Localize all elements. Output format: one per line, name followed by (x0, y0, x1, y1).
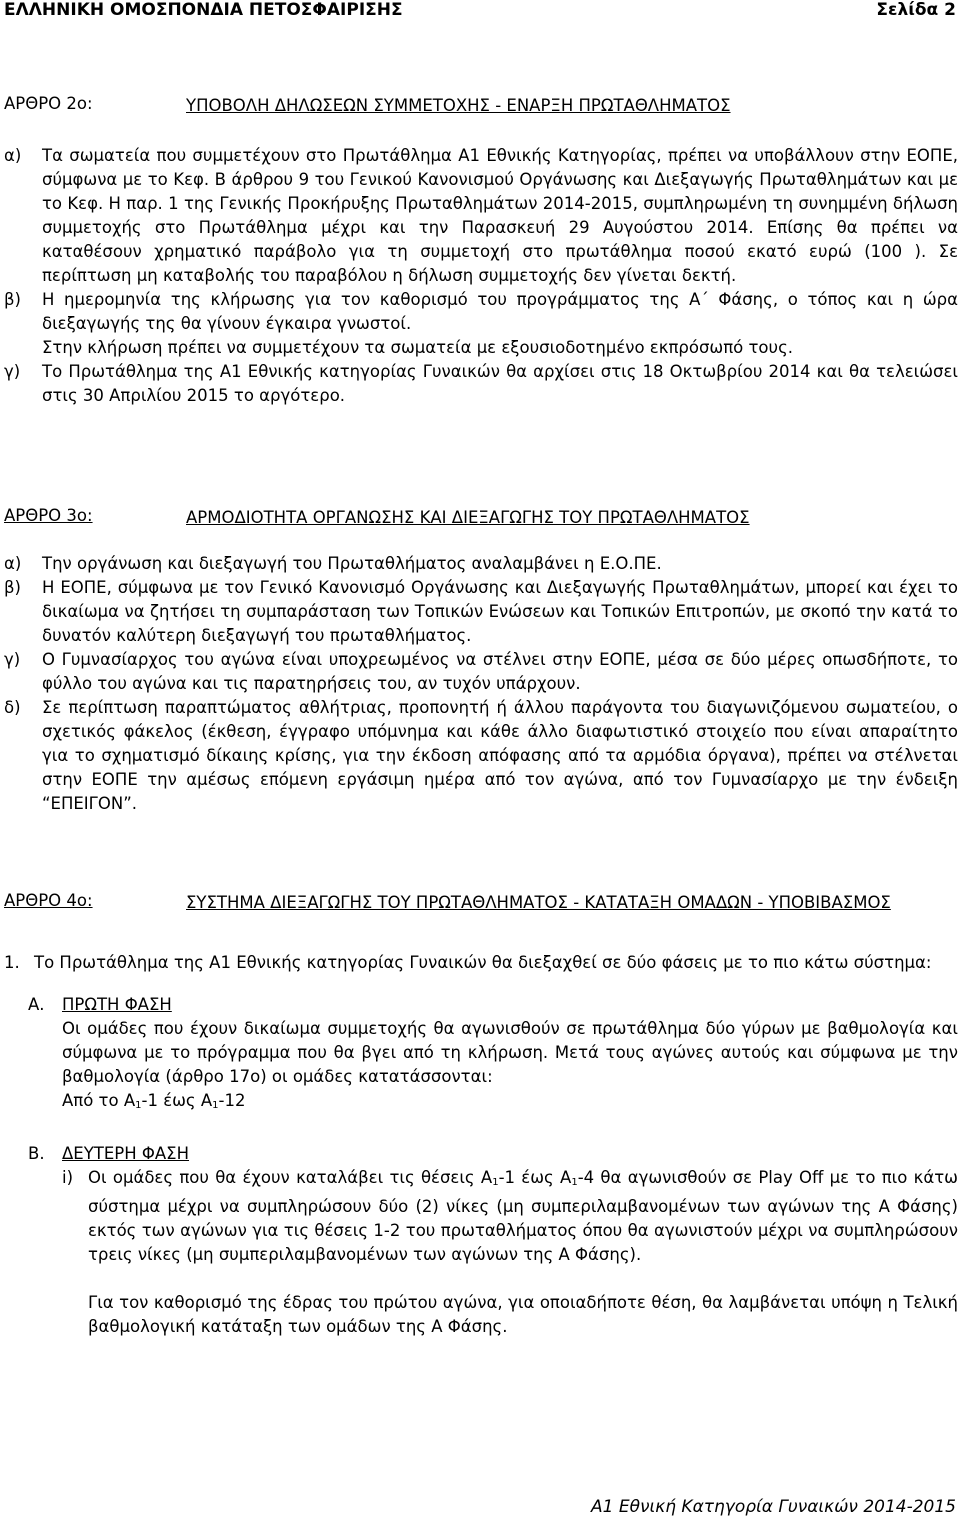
item-label: i) (62, 1168, 74, 1187)
phase-title: ΠΡΩΤΗ ΦΑΣΗ (62, 995, 172, 1014)
item-text: Η ΕΟΠΕ, σύμφωνα με τον Γενικό Κανονισμό Οργάνωσης και Διεξαγωγής Πρωταθλημάτων, μπορεί και έχει το δικαίωμα να ζητήσει τη συμπαράσταση των Τοπικών Ενώσεων και Τοπικών Επιτροπών, με σκοπό την κατά το δυνατόν καλύτερη διεξαγωγή του πρωταθλήματος. (42, 578, 958, 645)
phase-label: Β. (28, 1144, 45, 1163)
article-2 (4, 94, 958, 408)
article-3-title: ΑΡΜΟΔΙΟΤΗΤΑ ΟΡΓΑΝΩΣΗΣ ΚΑΙ ΔΙΕΞΑΓΩΓΗΣ ΤΟΥ ΠΡΩΤΑΘΛΗΜΑΤΟΣ (186, 508, 750, 527)
item-text: Τα σωματεία που συμμετέχουν στο Πρωτάθλημα Α1 Εθνικής Κατηγορίας, πρέπει να υποβάλλουν στην ΕΟΠΕ, σύμφωνα με το Κεφ. Β άρθρου 9 του Γενικού Κανονισμού Οργάνωσης και Διεξαγωγής Πρωταθλημάτων και με το Κεφ. Η παρ. 1 της Γενικής Προκήρυξης Πρωταθλημάτων 2014-2015, συμπληρωμένη τη συνημμένη δήλωση συμμετοχής στο Πρωτάθλημα μέχρι και την Παρασκευή 29 Αυγούστου 2014. Επίσης θα πρέπει να καταθέσουν χρηματικό παράβολο για τη συμμετοχή στο πρωτάθλημα ποσού εκατό ευρώ (100 ). Σε περίπτωση μη καταβολής του παραβόλου η δήλωση συμμετοχής δεν γίνεται δεκτή. (42, 146, 958, 285)
item-label: α) (4, 146, 22, 165)
document-page (4, 0, 958, 1524)
item-label: 1. (4, 953, 20, 972)
article-3-item-a (4, 552, 958, 576)
item-text: Το Πρωτάθλημα της Α1 Εθνικής κατηγορίας Γυναικών θα διεξαχθεί σε δύο φάσεις με το πιο κάτω σύστημα: (34, 953, 932, 972)
item-label: β) (4, 290, 21, 309)
article-3-heading (4, 506, 958, 530)
item-text-part: -1 έως Α (498, 1168, 572, 1187)
article-2-item-b-note: Στην κλήρωση πρέπει να συμμετέχουν τα σωματεία με εξουσιοδοτημένο εκπρόσωπό τους. (42, 338, 793, 357)
article-4 (4, 891, 958, 1339)
article-2-item-a (4, 144, 958, 288)
article-4-heading (4, 891, 958, 939)
item-text: Το Πρωτάθλημα της Α1 Εθνικής κατηγορίας Γυναικών θα αρχίσει στις 18 Οκτωβρίου 2014 και θα τελειώσει στις 30 Απριλίου 2015 το αργότερο. (42, 362, 958, 405)
article-3-item-b (4, 576, 958, 648)
page-header (4, 0, 956, 22)
article-2-heading (4, 94, 958, 118)
range-text: Από το Α (62, 1091, 136, 1110)
item-label: β) (4, 578, 21, 597)
phase-b-item-i-note: Για τον καθορισμό της έδρας του πρώτου αγώνα, για οποιαδήποτε θέση, θα λαμβάνεται υπόψη η Τελική βαθμολογική κατάταξη των ομάδων της Α Φάσης. (88, 1293, 958, 1336)
phase-a-heading (4, 993, 958, 1017)
subscript: 1 (212, 1100, 219, 1111)
item-text (88, 1166, 958, 1267)
subscript: 1 (492, 1177, 499, 1188)
item-label: δ) (4, 698, 21, 717)
article-2-item-c (4, 360, 958, 408)
phase-title: ΔΕΥΤΕΡΗ ΦΑΣΗ (62, 1144, 190, 1163)
subscript: 1 (571, 1177, 578, 1188)
item-text: Ο Γυμνασίαρχος του αγώνα είναι υποχρεωμένος να στέλνει στην ΕΟΠΕ, μέσα σε δύο μέρες οπωσδήποτε, το φύλλο του αγώνα και τις παρατηρήσεις του, αν τυχόν υπάρχουν. (42, 650, 958, 693)
page-number: Σελίδα 2 (876, 0, 956, 20)
subscript: 1 (135, 1100, 142, 1111)
item-label: γ) (4, 362, 21, 381)
article-3-number: ΑΡΘΡΟ 3ο: (4, 506, 93, 525)
article-3-item-c (4, 648, 958, 696)
item-text-part: Οι ομάδες που θα έχουν καταλάβει τις θέσεις Α (88, 1168, 493, 1187)
page-footer: Α1 Εθνική Κατηγορία Γυναικών 2014-2015 (591, 1497, 956, 1517)
item-label: α) (4, 554, 22, 573)
article-2-item-b (4, 288, 958, 336)
article-2-title: ΥΠΟΒΟΛΗ ΔΗΛΩΣΕΩΝ ΣΥΜΜΕΤΟΧΗΣ - ΕΝΑΡΞΗ ΠΡΩΤΑΘΛΗΜΑΤΟΣ (186, 96, 731, 115)
phase-b-heading (4, 1142, 958, 1166)
phase-a-text: Οι ομάδες που έχουν δικαίωμα συμμετοχής θα αγωνισθούν σε πρωτάθλημα δύο γύρων με βαθμολογία και σύμφωνα με το πρόγραμμα που θα βγει από τη κλήρωση. Μετά τους αγώνες αυτούς και σύμφωνα με την βαθμολογία (άρθρο 17ο) οι ομάδες κατατάσσονται: (62, 1019, 958, 1086)
article-4-title: ΣΥΣΤΗΜΑ ΔΙΕΞΑΓΩΓΗΣ ΤΟΥ ΠΡΩΤΑΘΛΗΜΑΤΟΣ - ΚΑΤΑΤΑΞΗ ΟΜΑΔΩΝ - ΥΠΟΒΙΒΑΣΜΟΣ (186, 893, 891, 912)
article-3 (4, 506, 958, 816)
item-text: Σε περίπτωση παραπτώματος αθλήτριας, προπονητή ή άλλου παράγοντα του διαγωνιζόμενου σωματείου, ο σχετικός φάκελος (έκθεση, έγγραφο υπόμνημα και κάθε άλλο διαφωτιστικό στοιχείο που είναι απαραίτητο για το σχηματισμό δίκαιης κρίσης, για την έκδοση απόφασης από τα αρμόδια όργανα), πρέπει να στέλνεται στην ΕΟΠΕ την αμέσως επόμενη εργάσιμη ημέρα από τον αγώνα, από τον Γυμνασίαρχο με την ένδειξη “ΕΠΕΙΓΟΝ”. (42, 698, 958, 813)
range-text: -1 έως Α (141, 1091, 213, 1110)
phase-label: Α. (28, 995, 45, 1014)
federation-name: ΕΛΛΗΝΙΚΗ ΟΜΟΣΠΟΝΔΙΑ ΠΕΤΟΣΦΑΙΡΙΣΗΣ (4, 0, 403, 20)
item-text-part: -4 θα αγωνισθούν σε Play Off με το πιο κάτω σύστημα μέχρι να συμπληρώσουν δύο (2) νίκες (μη συμπεριλαμβανομένων των αγώνων της Α Φάσης) εκτός των αγώνων για τις θέσεις 1-2 του πρωταθλήματος όπου θα αγωνιστούν μέχρι να συμπληρώσουν τρεις νίκες (μη συμπεριλαμβανομένων των αγώνων της Α Φάσης). (88, 1168, 958, 1264)
article-3-item-d (4, 696, 958, 816)
article-2-number: ΑΡΘΡΟ 2ο: (4, 94, 93, 113)
article-4-number: ΑΡΘΡΟ 4ο: (4, 891, 93, 910)
phase-a-range (4, 1089, 958, 1118)
article-4-point-1 (4, 951, 958, 975)
item-text: Η ημερομηνία της κλήρωσης για τον καθορισμό του προγράμματος της Α΄ Φάσης, ο τόπος και η ώρα διεξαγωγής της θα γίνουν έγκαιρα γνωστοί. (42, 290, 958, 333)
phase-b-item-i (4, 1166, 958, 1267)
item-label: γ) (4, 650, 21, 669)
item-text: Την οργάνωση και διεξαγωγή του Πρωταθλήματος αναλαμβάνει η Ε.Ο.ΠΕ. (42, 554, 662, 573)
range-text: -12 (218, 1091, 246, 1110)
